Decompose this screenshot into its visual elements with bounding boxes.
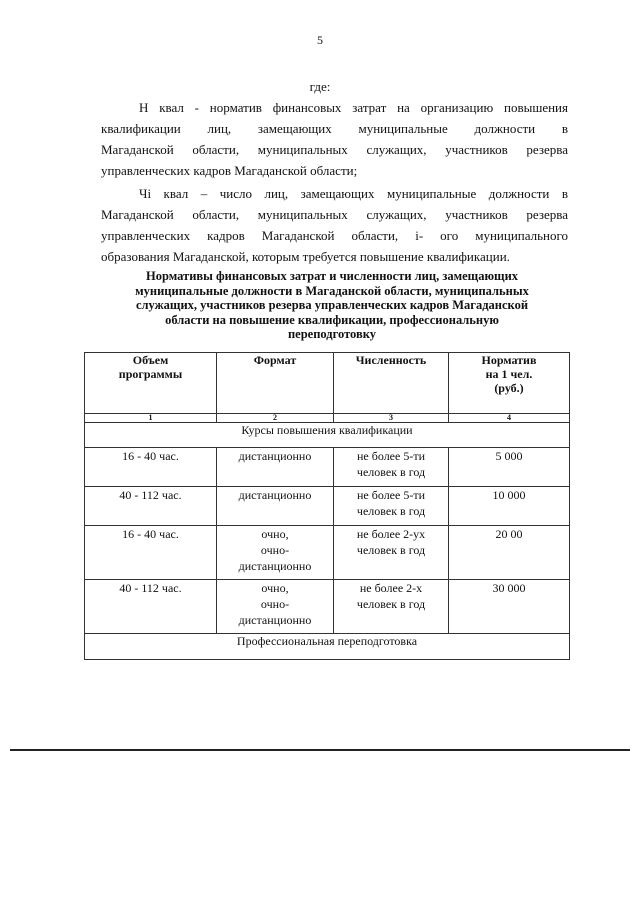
table-row [85,526,570,580]
column-number: 2 [217,414,334,423]
header-volume-line: программы [118,367,183,381]
cell-format [217,580,334,634]
table-row [85,448,570,487]
norms-table [84,352,570,660]
footer-divider [10,749,630,751]
table-row [85,487,570,526]
header-format: Формат [217,353,334,414]
cell-count-line: человек в год [356,597,426,611]
cell-count-line: человек в год [356,504,426,518]
column-number: 1 [85,414,217,423]
header-norm-line: Норматив [481,353,537,367]
cell-count-line: не более 2-ух [356,527,426,541]
cell-format [217,487,334,526]
cell-count-line: не более 5-ти [357,488,425,502]
cell-format-line: дистанционно [238,613,312,627]
cell-count [334,448,449,487]
cell-format-line: очно- [260,543,290,557]
column-number: 4 [449,414,570,423]
cell-norm: 30 000 [449,580,570,634]
column-number: 3 [334,414,449,423]
paragraph-line: управленческих кадров Магаданской области, i- ого муниципального [101,228,568,243]
section-title: Курсы повышения квалификации [85,423,570,448]
table-header-row [85,353,570,414]
header-norm [449,353,570,414]
section-row-courses [85,423,570,448]
table-heading [90,269,574,342]
header-volume [85,353,217,414]
header-count: Численность [334,353,449,414]
heading-line: переподготовку [287,327,377,341]
cell-format-line: очно, [261,581,289,595]
heading-line: области на повышение квалификации, профессиональную [165,312,499,327]
cell-volume: 40 - 112 час. [85,580,217,634]
header-volume-line: Объем [132,353,169,367]
heading-line: муниципальные должности в Магаданской области, муниципальных [135,283,529,298]
cell-norm: 10 000 [449,487,570,526]
cell-count-line: не более 5-ти [357,449,425,463]
paragraph-line: Чi квал – число лиц, замещающих муниципальные должности в [139,186,568,201]
cell-count-line: человек в год [356,465,426,479]
cell-format-line: дистанционно [238,449,312,463]
cell-format [217,526,334,580]
paragraph-norm-definition [101,97,568,181]
cell-count [334,526,449,580]
cell-count [334,580,449,634]
section-title: Профессиональная переподготовка [85,634,570,660]
cell-format-line: очно, [261,527,289,541]
cell-count-line: человек в год [356,543,426,557]
cell-norm: 5 000 [449,448,570,487]
header-norm-line: (руб.) [494,381,524,395]
cell-format [217,448,334,487]
paragraph-line: Магаданской области, муниципальных служащих, участников резерва [101,142,568,157]
page-number: 5 [317,33,323,47]
paragraph-count-definition [101,183,568,267]
heading-line: служащих, участников резерва управленческих кадров Магаданской [135,298,529,312]
cell-format-line: очно- [260,597,290,611]
paragraph-line: Н квал - норматив финансовых затрат на организацию повышения [139,100,568,115]
cell-volume: 16 - 40 час. [85,526,217,580]
where-label: где: [309,79,331,94]
paragraph-line: Магаданской области, муниципальных служащих, участников резерва [101,207,568,222]
section-row-retraining [85,634,570,660]
cell-format-line: дистанционно [238,559,312,573]
header-norm-line: на 1 чел. [485,367,533,381]
cell-count-line: не более 2-х [359,581,423,595]
cell-format-line: дистанционно [238,488,312,502]
heading-line: Нормативы финансовых затрат и численности лиц, замещающих [145,269,519,283]
cell-volume: 16 - 40 час. [85,448,217,487]
table-row [85,580,570,634]
column-number-row [85,414,570,423]
cell-count [334,487,449,526]
paragraph-line: квалификации лиц, замещающих муниципальные должности в [101,121,568,136]
cell-norm: 20 00 [449,526,570,580]
paragraph-line: управленческих кадров Магаданской области; [101,163,358,178]
paragraph-line: образования Магаданской, которым требуется повышение квалификации. [101,249,510,264]
cell-volume: 40 - 112 час. [85,487,217,526]
